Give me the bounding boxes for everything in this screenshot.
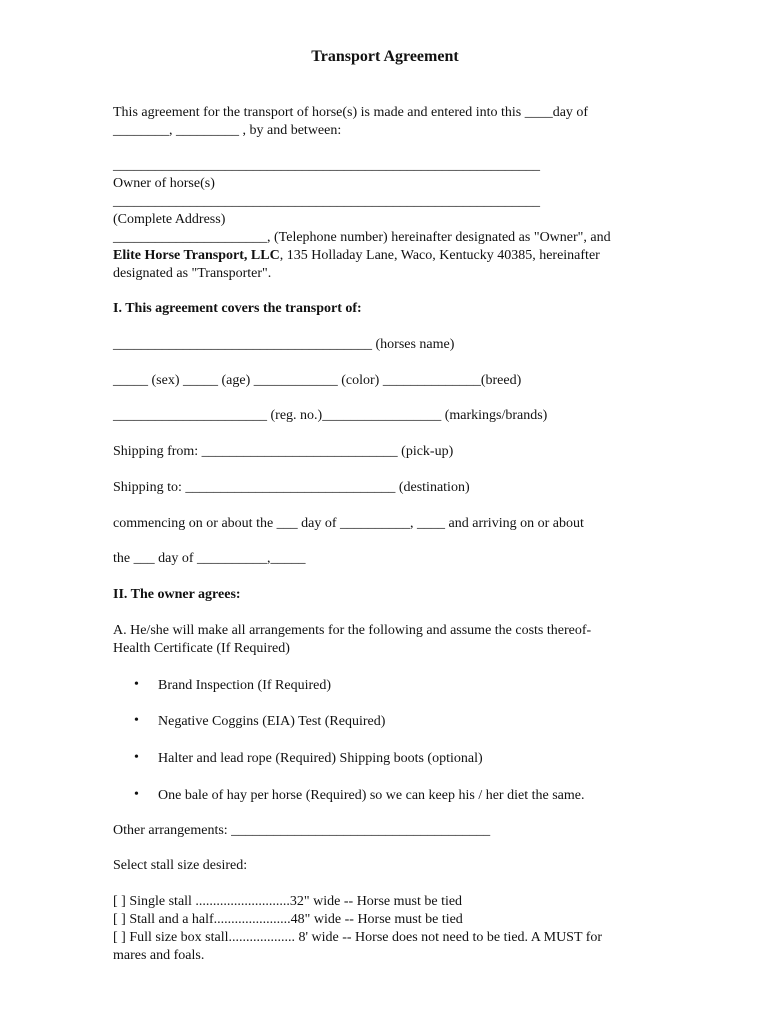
bullet-icon: • <box>134 677 139 692</box>
list-item-text: Negative Coggins (EIA) Test (Required) <box>158 714 386 729</box>
arrival-day-line: the ___ day of __________,_____ <box>113 551 306 566</box>
stall-option-half: [ ] Stall and a half......................48" wide -- Horse must be tied <box>113 912 463 927</box>
bullet-icon: • <box>134 787 139 802</box>
owner-name-blank: _____________________________________________________________ <box>113 158 540 173</box>
intro-line-1: This agreement for the transport of horse(s) is made and entered into this ____day of <box>113 105 589 120</box>
owner-address-blank: _____________________________________________________________ <box>113 194 540 209</box>
list-item-text: One bale of hay per horse (Required) so we can keep his / her diet the same. <box>158 788 585 803</box>
transporter-line <box>113 247 600 264</box>
intro-line-2: ________, _________ , by and between: <box>113 123 342 138</box>
other-arrangements-line: Other arrangements: _____________________________________ <box>113 823 491 838</box>
stall-option-single: [ ] Single stall ...........................32" wide -- Horse must be tied <box>113 894 463 909</box>
shipping-to-line: Shipping to: ______________________________ (destination) <box>113 480 470 495</box>
bullet-icon: • <box>134 750 139 765</box>
commencing-line: commencing on or about the ___ day of __________, ____ and arriving on or about <box>113 516 584 531</box>
transporter-address: , 135 Holladay Lane, Waco, Kentucky 40385, hereinafter <box>279 248 600 263</box>
section-2-heading: II. The owner agrees: <box>113 587 241 602</box>
stall-prompt: Select stall size desired: <box>113 858 248 873</box>
owner-name-label: Owner of horse(s) <box>113 176 215 191</box>
item-a-line-2: Health Certificate (If Required) <box>113 641 290 656</box>
page-title: Transport Agreement <box>311 48 459 65</box>
section-1-heading: I. This agreement covers the transport of: <box>113 301 362 316</box>
list-item-text: Brand Inspection (If Required) <box>158 678 331 693</box>
horse-details-line: _____ (sex) _____ (age) ____________ (color) ______________(breed) <box>113 373 522 388</box>
owner-phone-line: ______________________, (Telephone number) hereinafter designated as "Owner", and <box>113 230 611 245</box>
stall-option-box: [ ] Full size box stall................... 8' wide -- Horse does not need to be tied. A MUST for <box>113 930 603 945</box>
list-item-text: Halter and lead rope (Required) Shipping boots (optional) <box>158 751 483 766</box>
horse-name-line: _____________________________________ (horses name) <box>113 337 455 352</box>
transporter-name: Elite Horse Transport, LLC <box>113 248 280 263</box>
stall-option-box-continued: mares and foals. <box>113 948 205 963</box>
owner-address-label: (Complete Address) <box>113 212 226 227</box>
shipping-from-line: Shipping from: ____________________________ (pick-up) <box>113 444 454 459</box>
transporter-designation: designated as "Transporter". <box>113 266 272 281</box>
bullet-icon: • <box>134 713 139 728</box>
reg-markings-line: ______________________ (reg. no.)_________________ (markings/brands) <box>113 408 548 423</box>
item-a-line-1: A. He/she will make all arrangements for the following and assume the costs thereof- <box>113 623 592 638</box>
